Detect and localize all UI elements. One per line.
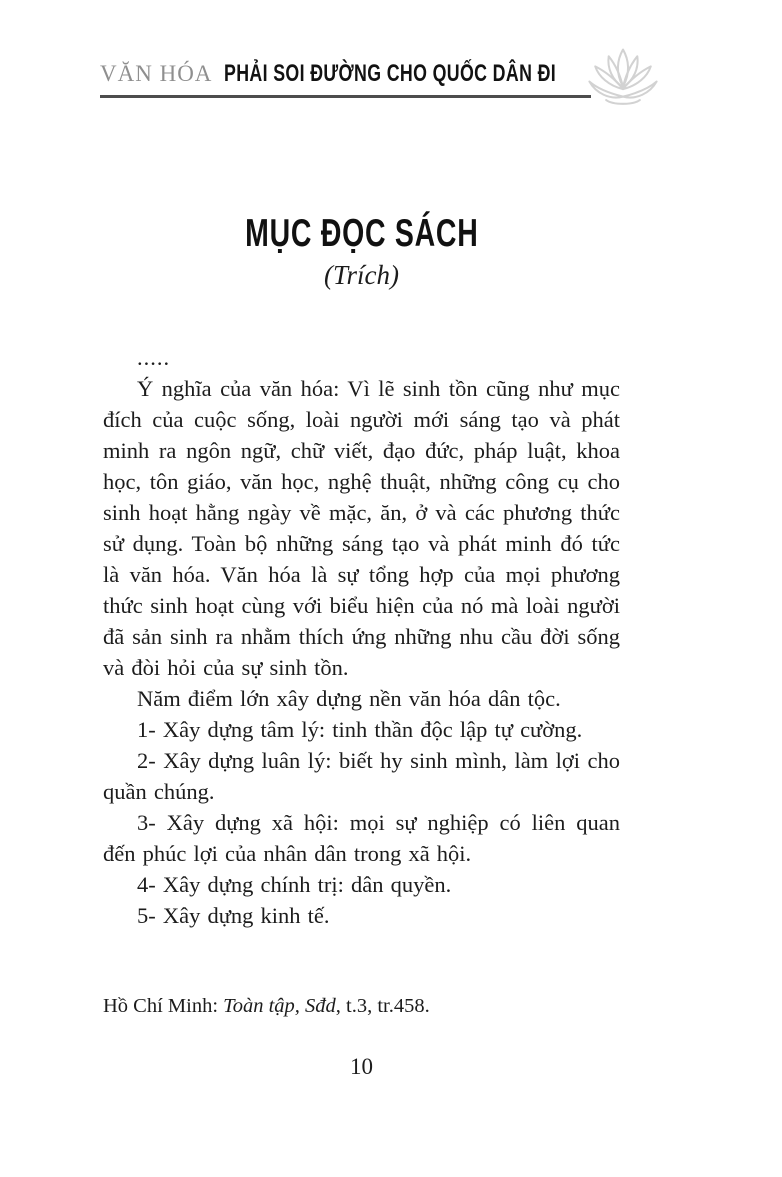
paragraph-point-5: 5- Xây dựng kinh tế. bbox=[137, 903, 330, 928]
paragraph-meaning-of-culture: Ý nghĩa của văn hóa: Vì lẽ sinh tồn cũng như mục đích của cuộc sống, loài người mới sáng tạo và phát minh ra ngôn ngữ, chữ viết, đạo đức, pháp luật, khoa học, tôn giáo, văn học, nghệ thuật, những công cụ cho sinh hoạt hằng ngày về mặc, ăn, ở và các phương thức sử dụng. Toàn bộ những sáng tạo và phát minh đó tức là văn hóa. Văn hóa là sự tổng hợp của mọi phương thức sinh hoạt cùng với biểu hiện của nó mà loài người đã sản sinh ra nhằm thích ứng những nhu cầu đời sống và đòi hỏi của sự sinh tồn. bbox=[103, 376, 620, 680]
paragraph-point-1: 1- Xây dựng tâm lý: tinh thần độc lập tự cường. bbox=[137, 717, 583, 742]
citation-locator: , t.3, tr.458. bbox=[335, 995, 430, 1017]
article-body bbox=[103, 342, 620, 931]
paragraph-point-3: 3- Xây dựng xã hội: mọi sự nghiệp có liên quan đến phúc lợi của nhân dân trong xã hội. bbox=[103, 810, 620, 866]
article-subtitle: (Trích) bbox=[323, 260, 399, 290]
running-header bbox=[100, 60, 591, 98]
header-series-label: VĂN HÓA bbox=[100, 61, 213, 86]
page-number: 10 bbox=[350, 1054, 373, 1079]
paragraph-point-2: 2- Xây dựng luân lý: biết hy sinh mình, làm lợi cho quần chúng. bbox=[103, 748, 620, 804]
paragraph-point-4: 4- Xây dựng chính trị: dân quyền. bbox=[137, 872, 452, 897]
article-title-text: MỤC ĐỌC SÁCH bbox=[244, 212, 479, 255]
lotus-icon bbox=[586, 44, 660, 119]
header-series-title: PHẢI SOI ĐƯỜNG CHO QUỐC DÂN ĐI bbox=[224, 60, 557, 87]
paragraph-five-points-intro: Năm điểm lớn xây dựng nền văn hóa dân tộc. bbox=[137, 686, 561, 711]
citation-work-title: Toàn tập, Sđd bbox=[223, 995, 336, 1017]
ellipsis-line: ..... bbox=[137, 345, 171, 370]
source-citation bbox=[103, 995, 620, 1018]
citation-author: Hồ Chí Minh: bbox=[103, 995, 224, 1017]
article-title bbox=[103, 212, 620, 256]
